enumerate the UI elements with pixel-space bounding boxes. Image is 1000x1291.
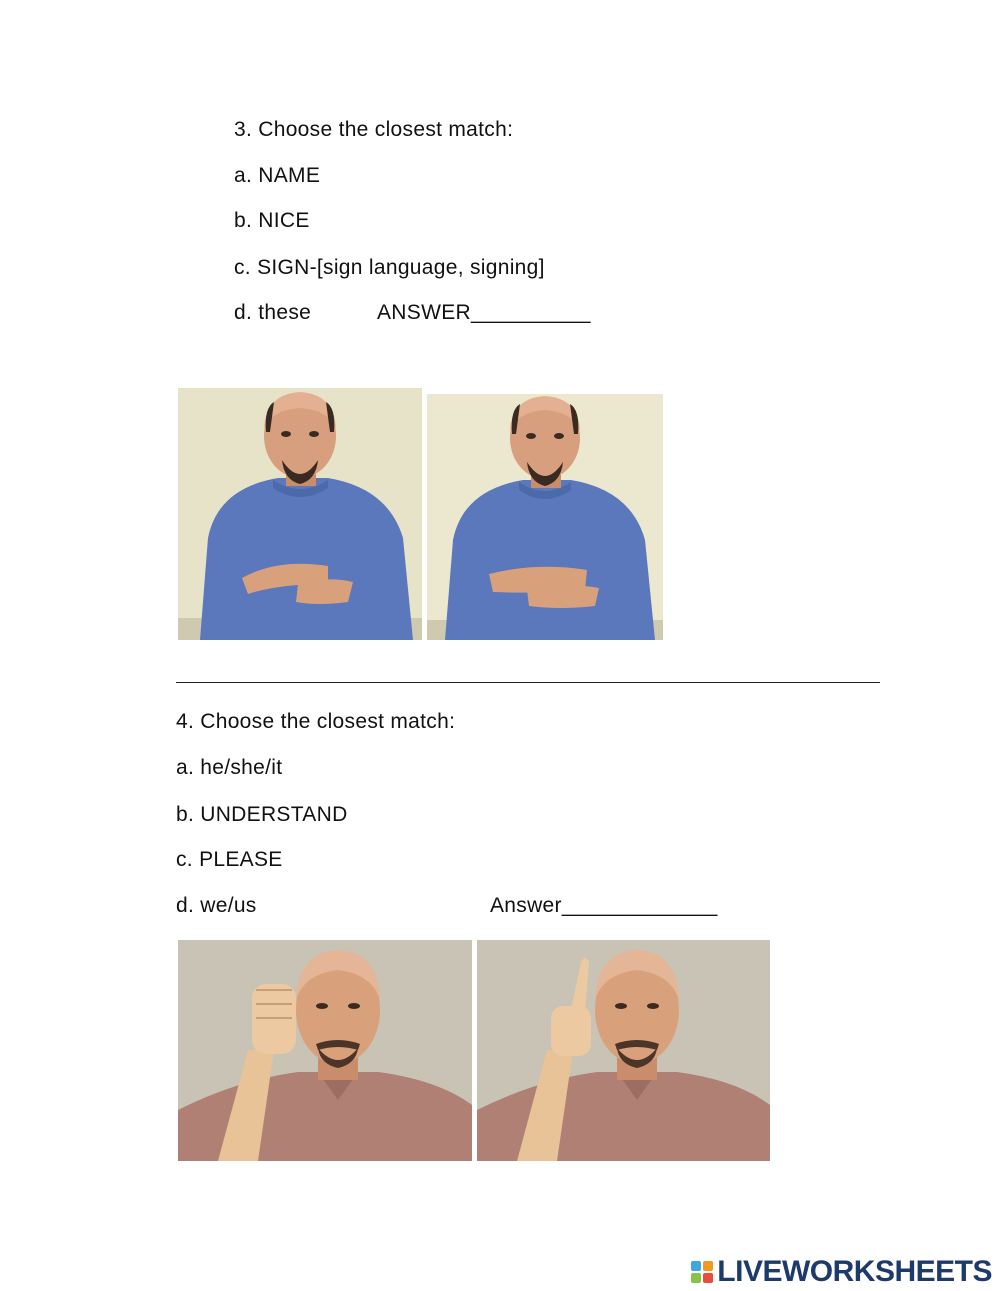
liveworksheets-brand-text: LIVEWORKSHEETS: [717, 1255, 992, 1288]
question4-prompt: 4. Choose the closest match:: [176, 710, 456, 733]
question3-option-c: c. SIGN-[sign language, signing]: [234, 256, 545, 279]
question3-prompt: 3. Choose the closest match:: [234, 118, 514, 141]
question4-option-d: d. we/us: [176, 894, 257, 917]
signer-blue-sweater-illustration: [427, 394, 663, 640]
question4-option-b: b. UNDERSTAND: [176, 803, 348, 826]
section-divider: [176, 682, 880, 683]
liveworksheets-logo: [691, 1255, 992, 1289]
signer-blue-sweater-illustration: [178, 388, 422, 640]
sign-photo-q4-1: [178, 940, 472, 1161]
question4-option-a: a. he/she/it: [176, 756, 283, 779]
question3-option-a: a. NAME: [234, 164, 321, 187]
signer-pink-shirt-pointing-illustration: [477, 940, 770, 1161]
sign-photo-q3-1: [178, 388, 422, 640]
question4-answer-field[interactable]: Answer_____________: [490, 894, 718, 917]
sign-photo-q4-2: [477, 940, 770, 1161]
question4-option-c: c. PLEASE: [176, 848, 283, 871]
question3-option-b: b. NICE: [234, 209, 310, 232]
liveworksheets-logo-icon: [691, 1261, 713, 1283]
question3-option-d: d. these: [234, 301, 312, 324]
question3-answer-field[interactable]: ANSWER__________: [377, 301, 591, 324]
sign-photo-q3-2: [427, 394, 663, 640]
signer-pink-shirt-fist-illustration: [178, 940, 472, 1161]
